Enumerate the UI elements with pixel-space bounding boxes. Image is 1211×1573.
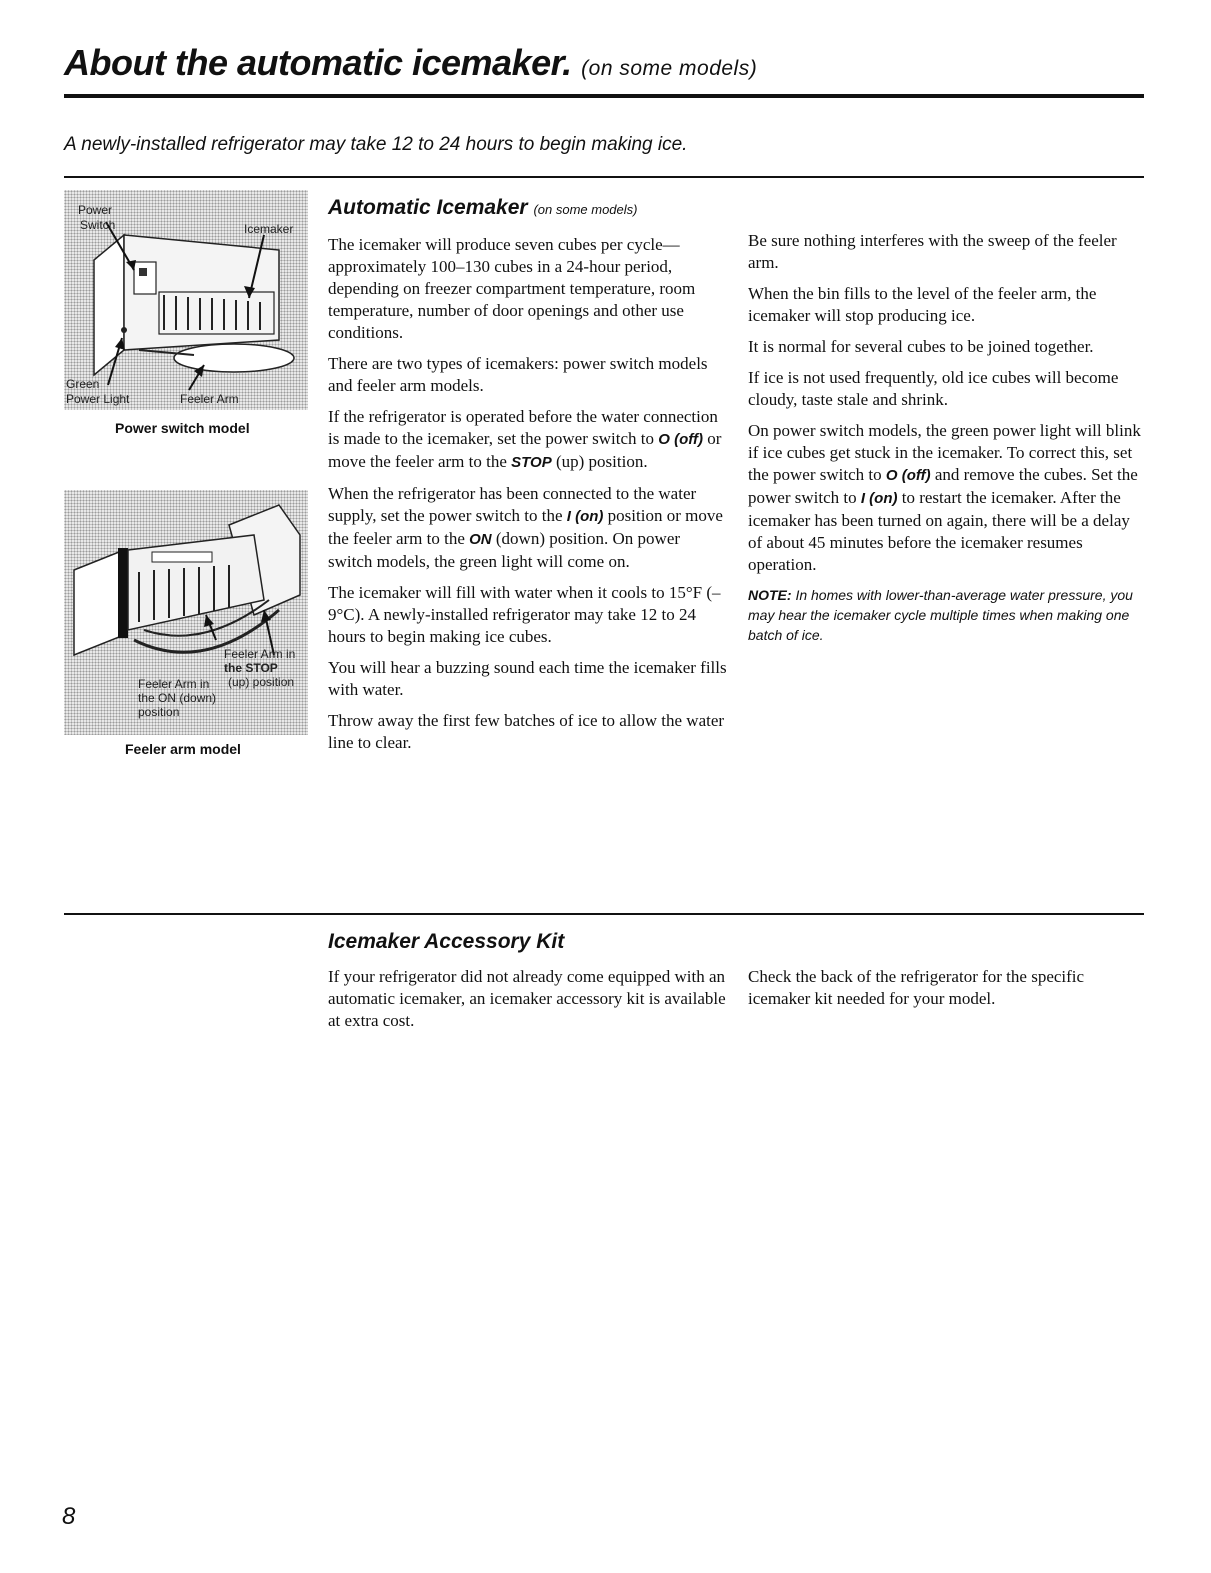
label-arm-stop-1: Feeler Arm in [224,647,296,661]
section-rule-bottom [64,913,1144,915]
paragraph-before-connection: If the refrigerator is operated before the water connection is made to the icemaker, set the power switch to O (off) or move the feeler arm to the STOP (up) position. [328,407,722,471]
automatic-left-column [328,234,728,763]
key-stop: STOP [511,454,552,471]
paragraph-after-connection: When the refrigerator has been connected to the water supply, set the power switch to the I (on) position or move the feeler arm to the ON (down) position. On power switch models, the green light will come on. [328,484,723,571]
page-title-text: About the automatic icemaker. [64,42,572,83]
label-green: Green [66,377,100,391]
paragraph-check-back: Check the back of the refrigerator for the specific icemaker kit needed for your model. [748,967,1085,1008]
label-arm-on-2: the ON (down) [138,691,217,705]
key-on: I (on) [566,508,604,525]
page-number: 8 [62,1503,76,1530]
accessory-left-column [328,966,728,1041]
page-title-note: (on some models) [581,57,758,80]
label-power: Power [78,203,113,217]
paragraph-buzzing: You will hear a buzzing sound each time the icemaker fills with water. [328,658,727,699]
label-arm-stop-2: the STOP [224,661,278,675]
paragraph-sweep: Be sure nothing interferes with the sweep of the feeler arm. [748,231,1117,272]
automatic-heading-note: (on some models) [533,202,638,217]
page-title [64,42,757,84]
paragraph-icemaker-types: There are two types of icemakers: power switch models and feeler arm models. [328,354,708,395]
paragraph-cubes-per-cycle: The icemaker will produce seven cubes per cycle—approximately 100–130 cubes in a 24-hour period, depending on freezer compartment temperature, room temperature, number of door openings and other use conditions. [328,235,696,342]
paragraph-accessory-kit: If your refrigerator did not already come equipped with an automatic icemaker, an icemaker accessory kit is available at extra cost. [328,967,726,1030]
power-switch-caption: Power switch model [115,420,250,436]
key-on-2: I (on) [860,490,898,507]
paragraph-joined: It is normal for several cubes to be joined together. [748,337,1094,356]
paragraph-green-light: On power switch models, the green power light will blink if ice cubes get stuck in the icemaker. To correct this, set the power switch to O (off) and remove the cubes. Set the power switch to I (on) to restart the icemaker. After the icemaker has been turned on again, there will be a delay of about 45 minutes before the icemaker resumes operation. [748,421,1141,574]
key-on-arm: ON [469,531,492,548]
note-label: NOTE: [748,587,792,603]
label-switch: Switch [80,218,116,232]
label-feeler-arm: Feeler Arm [180,392,239,406]
label-icemaker: Icemaker [244,222,294,236]
paragraph-fill-water: The icemaker will fill with water when it cools to 15°F (–9°C). A newly-installed refrigerator may take 12 to 24 hours to begin making ice cubes. [328,583,721,646]
power-switch-illustration [64,190,308,410]
automatic-heading-text: Automatic Icemaker [328,196,528,219]
feeler-arm-caption: Feeler arm model [125,741,241,757]
paragraph-bin-fills: When the bin fills to the level of the feeler arm, the icemaker will stop producing ice. [748,284,1097,325]
key-off: O (off) [658,431,703,448]
label-arm-stop-3: (up) position [228,675,295,689]
accessory-heading: Icemaker Accessory Kit [328,930,565,953]
automatic-right-column [748,230,1148,654]
accessory-right-column [748,966,1148,1019]
label-power-light: Power Light [66,392,130,406]
section-rule-top [64,176,1144,178]
note-water-pressure: NOTE: In homes with lower-than-average water pressure, you may hear the icemaker cycle multiple times when making one batch of ice. [748,587,1133,643]
intro-text: A newly-installed refrigerator may take 12 to 24 hours to begin making ice. [64,134,688,155]
label-arm-on-3: position [138,705,180,719]
paragraph-cloudy: If ice is not used frequently, old ice cubes will become cloudy, taste stale and shrink. [748,368,1119,409]
title-rule [64,94,1144,98]
paragraph-throw-away: Throw away the first few batches of ice to allow the water line to clear. [328,711,725,752]
label-arm-on-1: Feeler Arm in [138,677,210,691]
automatic-heading [328,196,637,220]
key-off-2: O (off) [885,467,931,484]
feeler-arm-illustration [64,490,308,735]
